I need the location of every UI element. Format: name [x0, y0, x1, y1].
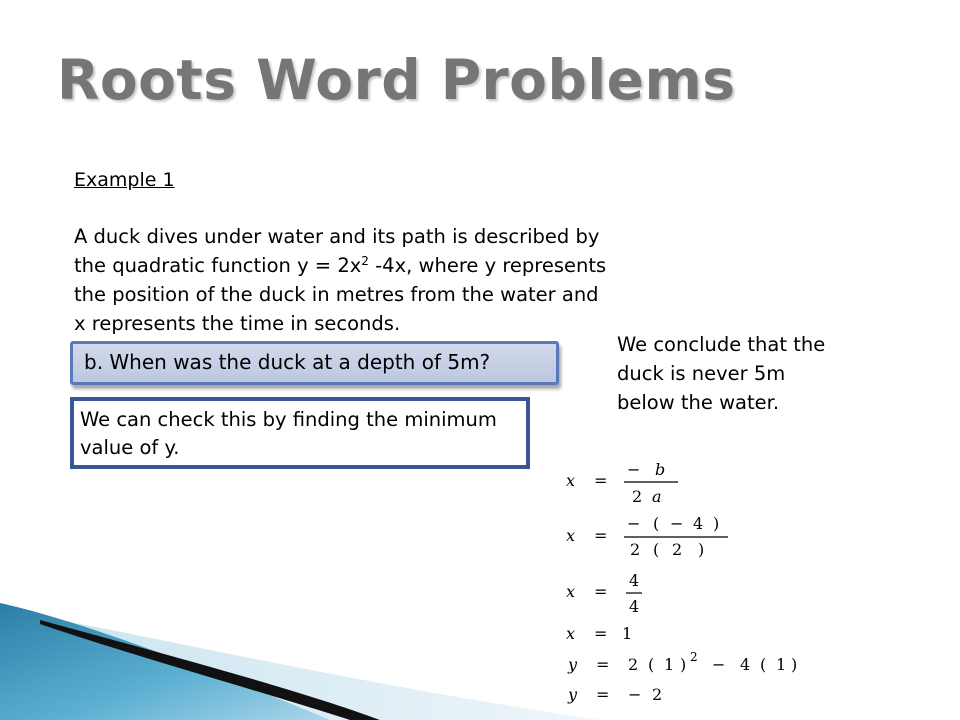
math-one: 1 — [664, 655, 675, 674]
math-four: 4 — [740, 655, 751, 674]
exponent: 2 — [361, 254, 369, 268]
math-equals: = — [594, 624, 608, 643]
vertex-calculation — [560, 455, 860, 715]
math-y: y — [568, 685, 578, 704]
question-box — [70, 341, 559, 385]
check-box — [70, 397, 530, 469]
math-four: 4 — [629, 597, 640, 616]
math-two: 2 — [632, 487, 643, 506]
problem-line-2-start: the quadratic function y = 2x — [74, 254, 362, 277]
math-paren-open: ( — [653, 514, 660, 533]
math-minus: − — [670, 514, 684, 533]
example-heading: Example 1 — [74, 169, 175, 191]
math-paren-close: ) — [713, 514, 720, 533]
math-four: 4 — [629, 571, 640, 590]
problem-line-1: A duck dives under water and its path is described by — [74, 225, 600, 248]
problem-line-2 — [74, 251, 734, 280]
math-x: x — [566, 624, 576, 643]
problem-line-4: x represents the time in seconds. — [74, 312, 401, 335]
math-one: 1 — [776, 655, 787, 674]
slide-corner-decoration — [0, 598, 600, 720]
math-paren-open: ( — [648, 655, 655, 674]
math-minus: − — [628, 685, 642, 704]
math-b: b — [655, 460, 666, 479]
math-paren-close: ) — [698, 540, 705, 559]
math-paren-close: ) — [791, 655, 798, 674]
math-minus: − — [712, 655, 726, 674]
math-x: x — [566, 526, 576, 545]
problem-line-3: the position of the duck in metres from the water and — [74, 283, 599, 306]
math-two: 2 — [630, 540, 641, 559]
slide-title: Roots Word Problems — [57, 48, 736, 112]
math-y: y — [568, 655, 578, 674]
check-text: We can check this by finding the minimum value of y. — [80, 408, 497, 459]
problem-line-2-end: -4x, where y represents — [368, 254, 607, 277]
math-equals: = — [596, 655, 610, 674]
math-square: 2 — [690, 650, 698, 664]
math-minus: − — [627, 514, 641, 533]
math-equals: = — [596, 685, 610, 704]
math-two: 2 — [672, 540, 683, 559]
math-equals: = — [594, 582, 608, 601]
math-equals: = — [594, 471, 608, 490]
math-neg-two: 2 — [652, 685, 663, 704]
math-one: 1 — [622, 624, 633, 643]
math-four: 4 — [693, 514, 704, 533]
question-text: b. When was the duck at a depth of 5m? — [84, 350, 491, 374]
math-equals: = — [594, 526, 608, 545]
conclusion-text: We conclude that the duck is never 5m below the water. — [617, 333, 826, 414]
math-paren-open: ( — [760, 655, 767, 674]
math-paren-close: ) — [680, 655, 687, 674]
math-a: a — [652, 487, 662, 506]
math-paren-open: ( — [653, 540, 660, 559]
math-minus: − — [627, 460, 641, 479]
math-x: x — [566, 582, 576, 601]
math-two: 2 — [628, 655, 639, 674]
math-x: x — [566, 471, 576, 490]
problem-text — [74, 222, 734, 338]
